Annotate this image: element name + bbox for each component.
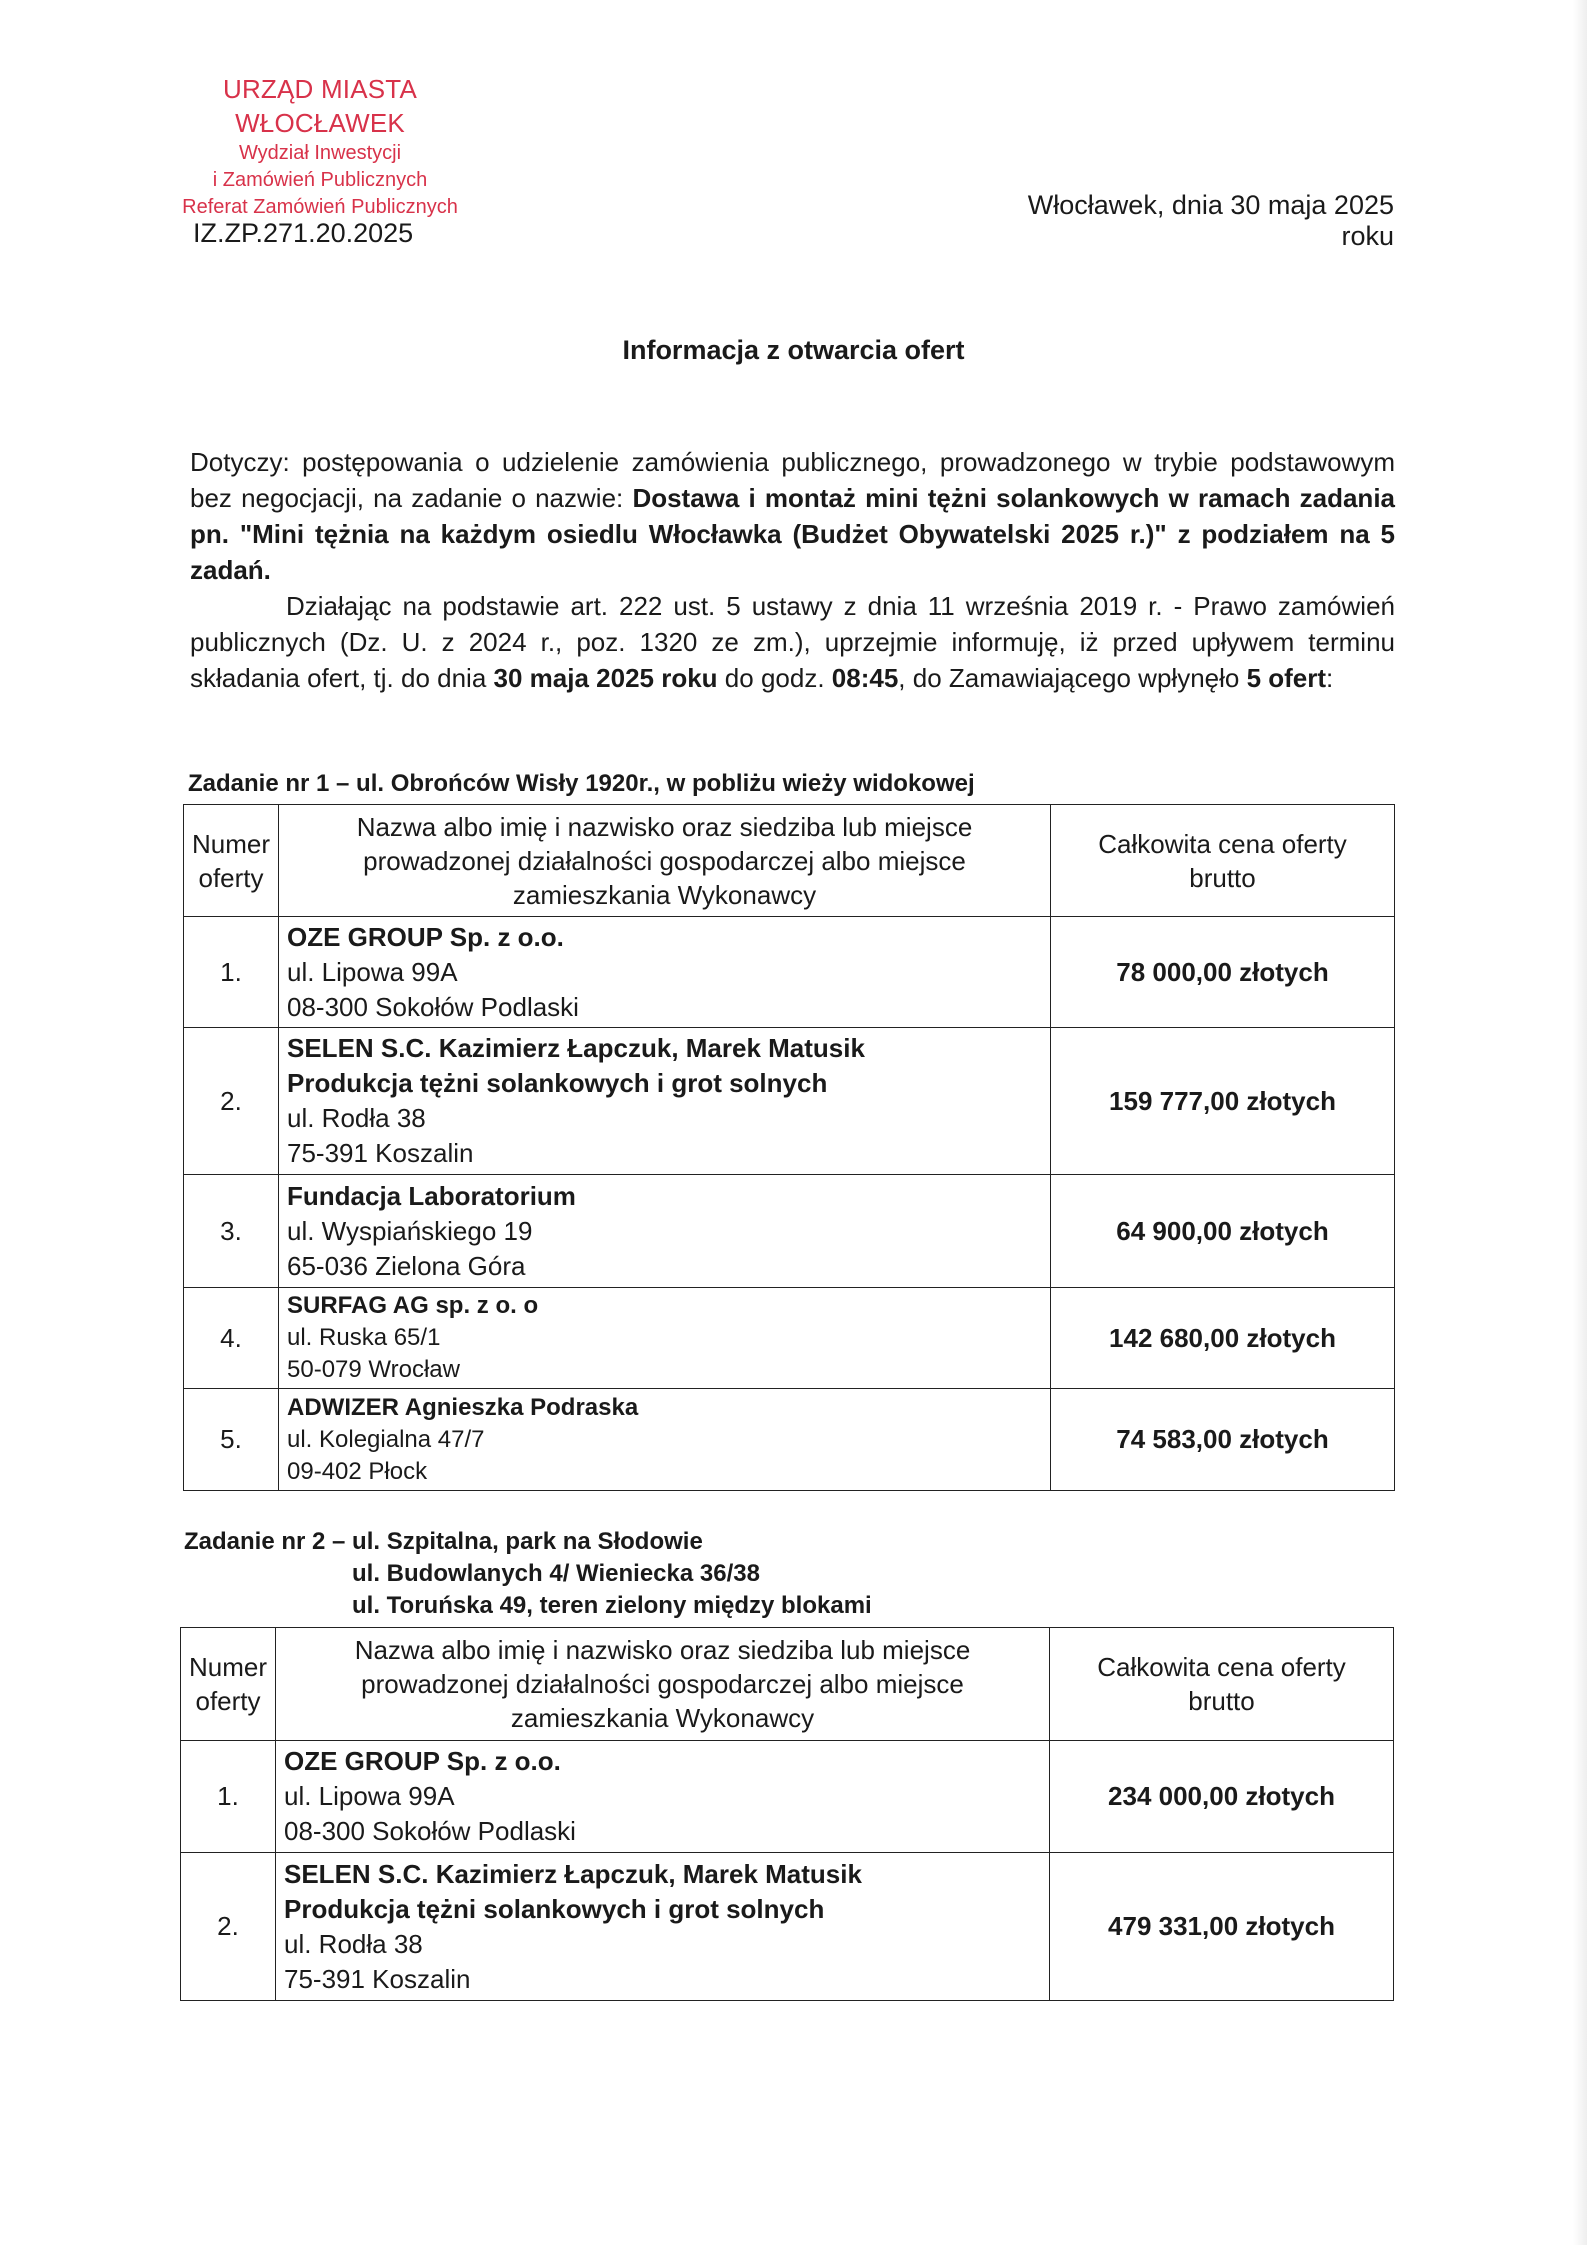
document-date: Włocławek, dnia 30 maja 2025 roku bbox=[1027, 190, 1394, 251]
offer-bidder: SURFAG AG sp. z o. o ul. Ruska 65/1 50-079 Wrocław bbox=[279, 1288, 1051, 1389]
table-header-row bbox=[184, 805, 1395, 917]
legal-text-2: do godz. bbox=[717, 663, 832, 693]
offer-bidder: OZE GROUP Sp. z o.o. ul. Lipowa 99A 08-300 Sokołów Podlaski bbox=[279, 917, 1051, 1028]
task2-heading-line-3: ul. Toruńska 49, teren zielony między blokami bbox=[352, 1592, 872, 1619]
task1-offers-table bbox=[183, 804, 1395, 1491]
department-name-2: i Zamówień Publicznych bbox=[212, 169, 428, 191]
legal-text-4: : bbox=[1326, 663, 1334, 693]
table-row bbox=[184, 1288, 1395, 1389]
header-number: Numer oferty bbox=[184, 805, 279, 917]
offer-number: 4. bbox=[184, 1288, 279, 1389]
task2-offers-table bbox=[180, 1627, 1394, 2001]
table-row bbox=[184, 1389, 1395, 1491]
offer-number: 2. bbox=[184, 1028, 279, 1175]
header-price: Całkowita cena oferty brutto bbox=[1051, 805, 1395, 917]
table-header-row bbox=[181, 1628, 1394, 1741]
task2-heading-line-2: ul. Budowlanych 4/ Wieniecka 36/38 bbox=[352, 1560, 760, 1587]
offer-price: 159 777,00 złotych bbox=[1051, 1028, 1395, 1175]
offer-number: 2. bbox=[181, 1853, 276, 2001]
table-row bbox=[184, 1175, 1395, 1288]
task2-heading bbox=[184, 1526, 872, 1622]
deadline-time: 08:45 bbox=[831, 663, 899, 693]
table-row bbox=[184, 1028, 1395, 1175]
offer-price: 64 900,00 złotych bbox=[1051, 1175, 1395, 1288]
department-name: Wydział Inwestycji bbox=[238, 142, 402, 164]
office-name: URZĄD MIASTA WŁOCŁAWEK bbox=[222, 74, 418, 138]
unit-name: Referat Zamówień Publicznych bbox=[182, 196, 458, 218]
offer-number: 1. bbox=[184, 917, 279, 1028]
offer-count: 5 ofert bbox=[1246, 663, 1327, 693]
header-price: Całkowita cena oferty brutto bbox=[1050, 1628, 1394, 1741]
offer-bidder: ADWIZER Agnieszka Podraska ul. Kolegialna 47/7 09-402 Płock bbox=[279, 1389, 1051, 1491]
intro-subject: Dostawa i montaż mini tężni solankowych w ramach zadania pn. "Mini tężnia na każdym osiedlu Włocławka (Budżet Obywatelski 2025 r.)" z podziałem na 5 zadań. bbox=[190, 483, 1396, 585]
offer-bidder: OZE GROUP Sp. z o.o. ul. Lipowa 99A 08-300 Sokołów Podlaski bbox=[276, 1741, 1050, 1853]
legal-text-3: , do Zamawiającego wpłynęło bbox=[898, 663, 1247, 693]
legal-paragraph bbox=[190, 588, 1395, 696]
offer-bidder: SELEN S.C. Kazimierz Łapczuk, Marek Matusik Produkcja tężni solankowych i grot solnych ul. Rodła 38 75-391 Koszalin bbox=[276, 1853, 1050, 2001]
header-bidder: Nazwa albo imię i nazwisko oraz siedziba lub miejsce prowadzonej działalności gospodarczej albo miejsce zamieszkania Wykonawcy bbox=[276, 1628, 1050, 1741]
intro-lead: Dotyczy: postępowania o udzielenie zamówienia publicznego, prowadzonego w trybie podstawowym bez negocjacji, na zadanie o nazwie: bbox=[190, 447, 1395, 513]
offer-price: 78 000,00 złotych bbox=[1051, 917, 1395, 1028]
reference-number: IZ.ZP.271.20.2025 bbox=[193, 218, 414, 248]
offer-price: 479 331,00 złotych bbox=[1050, 1853, 1394, 2001]
task1-heading: Zadanie nr 1 – ul. Obrońców Wisły 1920r., w pobliżu wieży widokowej bbox=[188, 770, 975, 797]
header-number: Numer oferty bbox=[181, 1628, 276, 1741]
intro-paragraph bbox=[190, 444, 1395, 588]
table-row bbox=[184, 917, 1395, 1028]
offer-price: 74 583,00 złotych bbox=[1051, 1389, 1395, 1491]
table-row bbox=[181, 1741, 1394, 1853]
task2-heading-line-1: Zadanie nr 2 – ul. Szpitalna, park na Słodowie bbox=[184, 1528, 703, 1555]
offer-bidder: Fundacja Laboratorium ul. Wyspiańskiego 19 65-036 Zielona Góra bbox=[279, 1175, 1051, 1288]
offer-bidder: SELEN S.C. Kazimierz Łapczuk, Marek Matusik Produkcja tężni solankowych i grot solnych ul. Rodła 38 75-391 Koszalin bbox=[279, 1028, 1051, 1175]
offer-price: 234 000,00 złotych bbox=[1050, 1741, 1394, 1853]
offer-number: 5. bbox=[184, 1389, 279, 1491]
deadline-date: 30 maja 2025 roku bbox=[493, 663, 718, 693]
header-bidder: Nazwa albo imię i nazwisko oraz siedziba lub miejsce prowadzonej działalności gospodarczej albo miejsce zamieszkania Wykonawcy bbox=[279, 805, 1051, 917]
document-title: Informacja z otwarcia ofert bbox=[622, 335, 965, 365]
legal-text-1: Działając na podstawie art. 222 ust. 5 ustawy z dnia 11 września 2019 r. - Prawo zamówień publicznych (Dz. U. z 2024 r., poz. 1320 ze zm.), uprzejmie informuję, iż przed upływem terminu składania ofert, tj. do dnia bbox=[190, 591, 1395, 693]
letterhead bbox=[140, 72, 500, 221]
table-row bbox=[181, 1853, 1394, 2001]
offer-number: 3. bbox=[184, 1175, 279, 1288]
offer-number: 1. bbox=[181, 1741, 276, 1853]
offer-price: 142 680,00 złotych bbox=[1051, 1288, 1395, 1389]
